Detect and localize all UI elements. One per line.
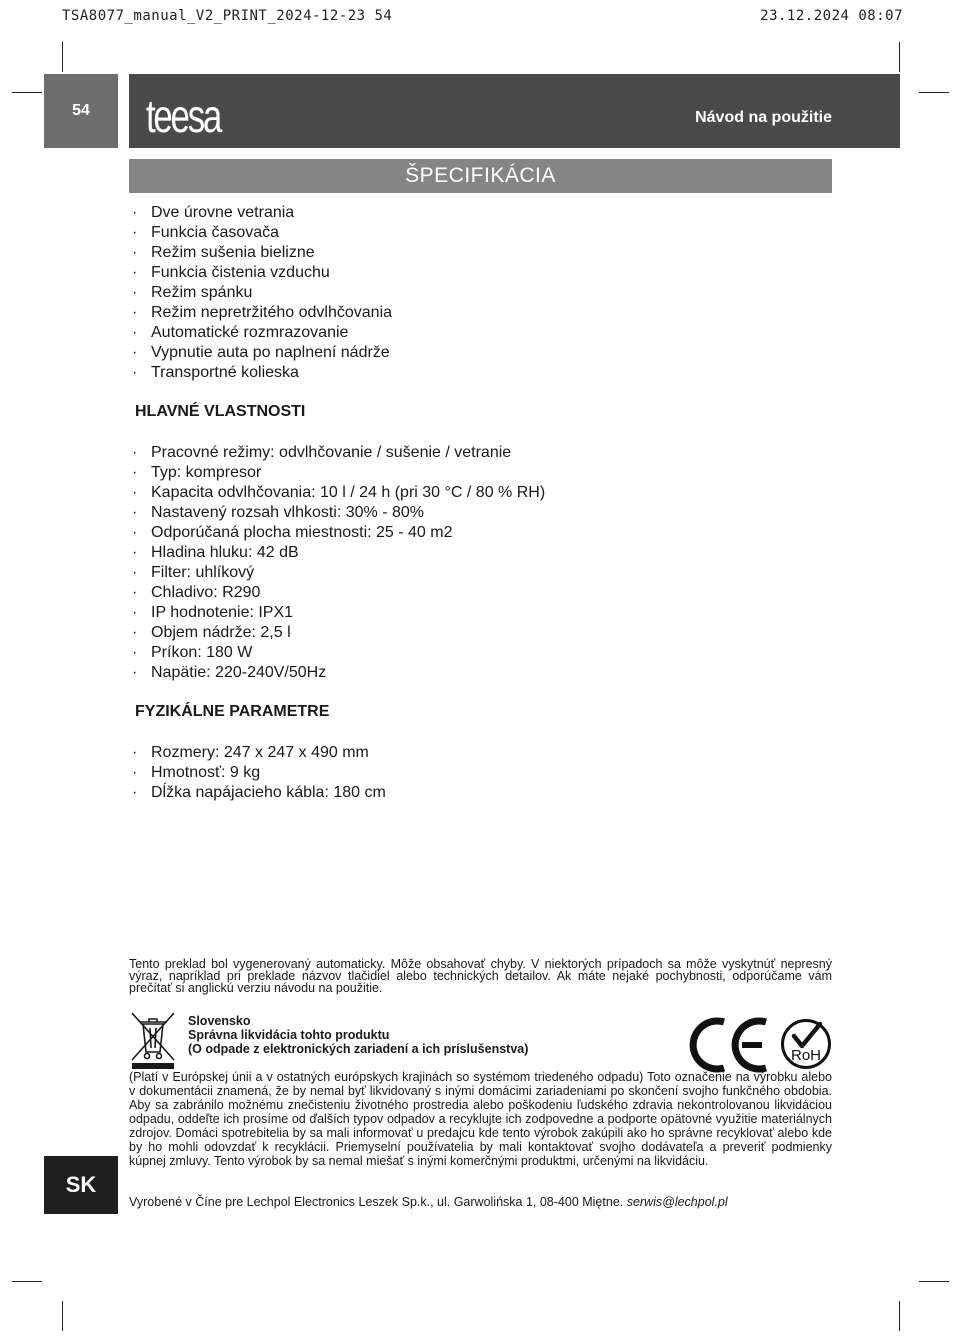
list-item	[132, 443, 545, 463]
list-item	[132, 503, 545, 523]
list-item	[132, 203, 392, 223]
list-item-text: Dĺžka napájacieho kábla: 180 cm	[151, 784, 386, 801]
list-item-text: Režim spánku	[151, 284, 253, 301]
bullet-icon: ·	[132, 284, 138, 301]
disposal-title: Správna likvidácia tohto produktu	[188, 1028, 390, 1042]
rohs-icon	[780, 1018, 832, 1070]
features-list	[132, 203, 392, 383]
list-item-text: Kapacita odvlhčovania: 10 l / 24 h (pri 30 °C / 80 % RH)	[151, 484, 546, 501]
list-item	[132, 583, 545, 603]
disposal-text: (Platí v Európskej únii a v ostatných európskych krajinách so systémom triedeného odpadu) Toto označenie na výrobku alebo v dokumentácii znamená, že by nemal byť likvidovaný s inými domácimi zariadeniami po skončení svojho funkčného obdobia. Aby sa zabránilo možnému znečisteniu životného prostredia alebo poškodeniu ľudského zdravia nekontrolovanou likvidáciou odpadu, oddeľte ich prosíme od ďalších typov odpadov a recyklujte ich zodpovedne a podporte opätovné využitie materiálnych zdrojov. Domáci spotrebitelia by sa mali informovať u predajcu kde tento výrobok zakúpili ako ho správne recyklovať alebo kde by ho mohli odovzdať k recyklácii. Priemyselní používatelia by mali kontaktovať svojho dodávateľa a preveriť podmienky kúpnej zmluvy. Tento výrobok by sa nemal miešať s inými komerčnými produktmi, určenými na likvidáciu.	[129, 1070, 832, 1168]
disposal-subtitle: (O odpade z elektronických zariadení a ich príslušenstva)	[188, 1042, 529, 1056]
bullet-icon: ·	[132, 764, 138, 781]
list-item	[132, 243, 392, 263]
list-item	[132, 743, 386, 763]
disposal-heading	[188, 1014, 528, 1056]
bullet-icon: ·	[132, 444, 138, 461]
language-code: SK	[65, 1172, 97, 1197]
list-item	[132, 563, 545, 583]
list-item	[132, 283, 392, 303]
bullet-icon: ·	[132, 464, 138, 481]
bullet-icon: ·	[132, 484, 138, 501]
bullet-icon: ·	[132, 564, 138, 581]
translation-notice: Tento preklad bol vygenerovaný automaticky. Môže obsahovať chyby. V niektorých prípadoch sa môže vyskytnúť nepresný výraz, napríklad pri preklade názvov tlačidiel alebo technických detailov. Ak máte nejaké pochybnosti, odporúčame vám prečítať si anglickú verziu návodu na použitie.	[129, 957, 832, 995]
manufacturer-text: Vyrobené v Číne pre Lechpol Electronics Leszek Sp.k., ul. Garwolińska 1, 08-400 Miętne.	[129, 1195, 627, 1209]
bullet-icon: ·	[132, 224, 138, 241]
bullet-icon: ·	[132, 524, 138, 541]
list-item	[132, 783, 386, 803]
bullet-icon: ·	[132, 324, 138, 341]
list-item	[132, 463, 545, 483]
bullet-icon: ·	[132, 744, 138, 761]
main-features-list	[132, 443, 545, 683]
list-item-text: Rozmery: 247 x 247 x 490 mm	[151, 744, 369, 761]
list-item-text: Vypnutie auta po naplnení nádrže	[151, 344, 390, 361]
list-item-text: Napätie: 220-240V/50Hz	[151, 664, 327, 681]
bullet-icon: ·	[132, 644, 138, 661]
list-item	[132, 523, 545, 543]
list-item-text: Hmotnosť: 9 kg	[151, 764, 261, 781]
list-item	[132, 643, 545, 663]
weee-crossed-bin-icon	[129, 1010, 177, 1070]
header-title: Návod na použitie	[695, 109, 832, 126]
crop-mark	[12, 92, 42, 93]
crop-mark	[12, 1281, 42, 1282]
bullet-icon: ·	[132, 304, 138, 321]
print-job-label: TSA8077_manual_V2_PRINT_2024-12-23 54	[62, 8, 393, 24]
bullet-icon: ·	[132, 664, 138, 681]
list-item-text: Režim sušenia bielizne	[151, 244, 315, 261]
list-item	[132, 483, 545, 503]
section-title: ŠPECIFIKÁCIA	[129, 159, 832, 193]
list-item	[132, 303, 392, 323]
list-item	[132, 263, 392, 283]
list-item-text: Nastavený rozsah vlhkosti: 30% - 80%	[151, 504, 425, 521]
crop-mark	[919, 1281, 949, 1282]
bullet-icon: ·	[132, 204, 138, 221]
bullet-icon: ·	[132, 784, 138, 801]
list-item-text: Dve úrovne vetrania	[151, 204, 295, 221]
ce-mark-icon	[690, 1018, 770, 1072]
list-item	[132, 343, 392, 363]
list-item-text: Režim nepretržitého odvlhčovania	[151, 304, 393, 321]
list-item-text: Typ: kompresor	[151, 464, 262, 481]
service-email: serwis@lechpol.pl	[626, 1195, 728, 1209]
bullet-icon: ·	[132, 264, 138, 281]
crop-mark	[899, 1301, 900, 1331]
list-item	[132, 223, 392, 243]
list-item-text: Pracovné režimy: odvlhčovanie / sušenie / vetranie	[151, 444, 512, 461]
list-item-text: Funkcia časovača	[151, 224, 280, 241]
list-item	[132, 623, 545, 643]
print-timestamp: 23.12.2024 08:07	[760, 8, 903, 24]
list-item-text: Objem nádrže: 2,5 l	[151, 624, 291, 641]
crop-mark	[919, 92, 949, 93]
crop-mark	[62, 1301, 63, 1331]
disposal-country: Slovensko	[188, 1014, 251, 1028]
main-features-heading: HLAVNÉ VLASTNOSTI	[135, 403, 306, 420]
bullet-icon: ·	[132, 344, 138, 361]
list-item	[132, 543, 545, 563]
list-item-text: Hladina hluku: 42 dB	[151, 544, 299, 561]
rohs-label: RoH	[790, 1047, 822, 1064]
bullet-icon: ·	[132, 624, 138, 641]
brand-name: teesa	[146, 90, 223, 142]
list-item-text: Automatické rozmrazovanie	[151, 324, 349, 341]
list-item	[132, 363, 392, 383]
bullet-icon: ·	[132, 364, 138, 381]
bullet-icon: ·	[132, 504, 138, 521]
language-tab	[44, 1156, 118, 1214]
bullet-icon: ·	[132, 584, 138, 601]
list-item-text: Odporúčaná plocha miestnosti: 25 - 40 m2	[151, 524, 453, 541]
bullet-icon: ·	[132, 604, 138, 621]
list-item	[132, 663, 545, 683]
list-item-text: Príkon: 180 W	[151, 644, 253, 661]
teesa-logo-icon	[146, 88, 226, 140]
header-bar	[129, 74, 900, 148]
bullet-icon: ·	[132, 244, 138, 261]
list-item-text: Filter: uhlíkový	[151, 564, 255, 581]
list-item-text: Funkcia čistenia vzduchu	[151, 264, 330, 281]
list-item-text: Transportné kolieska	[151, 364, 299, 381]
list-item	[132, 763, 386, 783]
list-item-text: IP hodnotenie: IPX1	[151, 604, 294, 621]
physical-heading: FYZIKÁLNE PARAMETRE	[135, 703, 330, 720]
bullet-icon: ·	[132, 544, 138, 561]
list-item-text: Chladivo: R290	[151, 584, 261, 601]
crop-mark	[899, 42, 900, 72]
list-item	[132, 323, 392, 343]
physical-list	[132, 743, 386, 803]
list-item	[132, 603, 545, 623]
page-number: 54	[72, 102, 90, 119]
page-number-tab	[44, 74, 118, 148]
crop-mark	[62, 42, 63, 72]
manufacturer-footer	[129, 1195, 728, 1209]
